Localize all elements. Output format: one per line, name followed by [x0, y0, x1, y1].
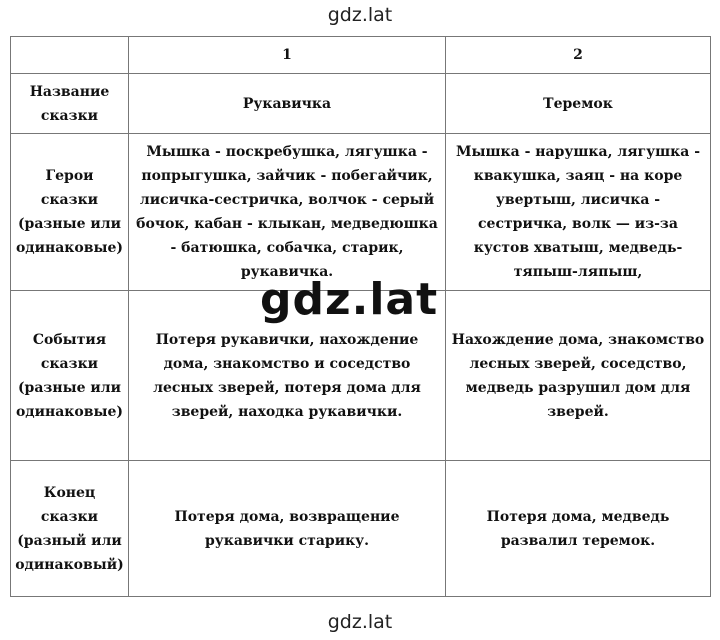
header-cell-empty — [11, 37, 129, 74]
row-label-events: События сказки (разные или одинаковые) — [11, 291, 129, 461]
table-row — [11, 134, 711, 291]
cell-heroes-1: Мышка - поскребушка, лягушка - попрыгушка, зайчик - побегайчик, лисичка-сестричка, волчок - серый бочок, кабан - клыкан, медведюшка - батюшка, собачка, старик, рукавичка. — [129, 134, 446, 291]
watermark-center: gdz.lat — [260, 274, 439, 325]
header-cell-2: 2 — [446, 37, 711, 74]
cell-events-2: Нахождение дома, знакомство лесных зверей, соседство, медведь разрушил дом для зверей. — [446, 291, 711, 461]
table-row — [11, 74, 711, 134]
cell-title-1: Рукавичка — [129, 74, 446, 134]
header-cell-1: 1 — [129, 37, 446, 74]
watermark-top: gdz.lat — [327, 4, 393, 26]
cell-ending-2: Потеря дома, медведь развалил теремок. — [446, 461, 711, 597]
row-label-heroes: Герои сказки (разные или одинаковые) — [11, 134, 129, 291]
table-header-row — [11, 37, 711, 74]
row-label-title: Название сказки — [11, 74, 129, 134]
watermark-bottom: gdz.lat — [327, 611, 393, 633]
cell-events-1: Потеря рукавички, нахождение дома, знакомство и соседство лесных зверей, потеря дома для зверей, находка рукавички. — [129, 291, 446, 461]
cell-title-2: Теремок — [446, 74, 711, 134]
cell-heroes-2: Мышка - нарушка, лягушка - квакушка, заяц - на коре увертыш, лисичка - сестричка, волк — из-за кустов хватыш, медведь-тяпыш-ляпыш, — [446, 134, 711, 291]
table-row — [11, 461, 711, 597]
cell-ending-1: Потеря дома, возвращение рукавички старику. — [129, 461, 446, 597]
row-label-ending: Конец сказки (разный или одинаковый) — [11, 461, 129, 597]
